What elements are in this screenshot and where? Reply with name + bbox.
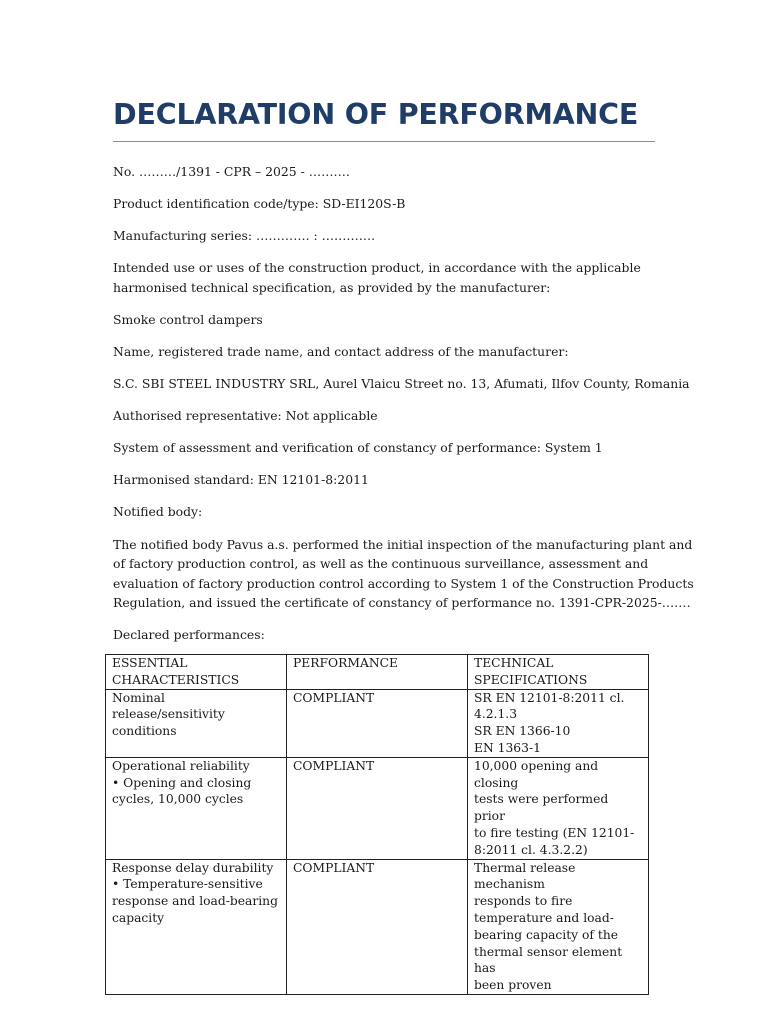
table-header-row xyxy=(106,655,649,690)
performance-table xyxy=(105,654,649,995)
performance-cell: COMPLIANT xyxy=(287,859,468,994)
table-row xyxy=(106,689,649,757)
characteristic-cell: Nominal release/sensitivity conditions xyxy=(106,689,287,757)
header-performance: PERFORMANCE xyxy=(287,655,468,690)
declared-performances-label: Declared performances: xyxy=(113,627,265,643)
specification-cell: 10,000 opening and closing tests were performed prior to fire testing (EN 12101- 8:2011 cl. 4.3.2.2) xyxy=(468,757,649,859)
manufacturer-label: Name, registered trade name, and contact address of the manufacturer: xyxy=(113,343,569,359)
header-technical-specifications: TECHNICAL SPECIFICATIONS xyxy=(468,655,649,690)
intended-use-value: Smoke control dampers xyxy=(113,311,263,327)
notified-body-line: of factory production control, as well as the continuous surveillance, assessment and xyxy=(113,556,649,572)
performance-cell: COMPLIANT xyxy=(287,757,468,859)
intended-use-line: harmonised technical specification, as provided by the manufacturer: xyxy=(113,279,551,295)
table-row xyxy=(106,757,649,859)
header-essential-characteristics: ESSENTIAL CHARACTERISTICS xyxy=(106,655,287,690)
manufacturing-series: Manufacturing series: …………. : …………. xyxy=(113,228,376,244)
document-body xyxy=(113,96,694,645)
intended-use-line: Intended use or uses of the construction product, in accordance with the applicable xyxy=(113,260,641,276)
notified-body-paragraph xyxy=(113,535,694,613)
specification-cell: SR EN 12101-8:2011 cl. 4.2.1.3 SR EN 1366-10 EN 1363-1 xyxy=(468,689,649,757)
authorised-representative: Authorised representative: Not applicable xyxy=(113,408,378,424)
specification-cell: Thermal release mechanism responds to fire temperature and load- bearing capacity of the thermal sensor element has been proven xyxy=(468,859,649,994)
notified-body-label: Notified body: xyxy=(113,504,203,520)
characteristic-cell: Response delay durability • Temperature-sensitive response and load-bearing capacity xyxy=(106,859,287,994)
notified-body-line: Regulation, and issued the certificate of constancy of performance no. 1391-CPR-2025-……. xyxy=(113,595,691,611)
product-identification-code: Product identification code/type: SD-EI120S-B xyxy=(113,196,406,212)
document-title: DECLARATION OF PERFORMANCE xyxy=(113,96,655,142)
performance-cell: COMPLIANT xyxy=(287,689,468,757)
intended-use-paragraph xyxy=(113,258,655,297)
characteristic-cell: Operational reliability • Opening and closing cycles, 10,000 cycles xyxy=(106,757,287,859)
notified-body-line: The notified body Pavus a.s. performed the initial inspection of the manufacturing plant and xyxy=(113,536,693,552)
manufacturer-address: S.C. SBI STEEL INDUSTRY SRL, Aurel Vlaicu Street no. 13, Afumati, Ilfov County, Romania xyxy=(113,376,690,392)
table-row xyxy=(106,859,649,994)
notified-body-line: evaluation of factory production control according to System 1 of the Construction Products xyxy=(113,575,694,591)
harmonised-standard: Harmonised standard: EN 12101-8:2011 xyxy=(113,472,369,488)
declaration-number: No. ………/1391 - CPR – 2025 - ………. xyxy=(113,164,350,179)
avcp-system: System of assessment and verification of constancy of performance: System 1 xyxy=(113,440,603,456)
